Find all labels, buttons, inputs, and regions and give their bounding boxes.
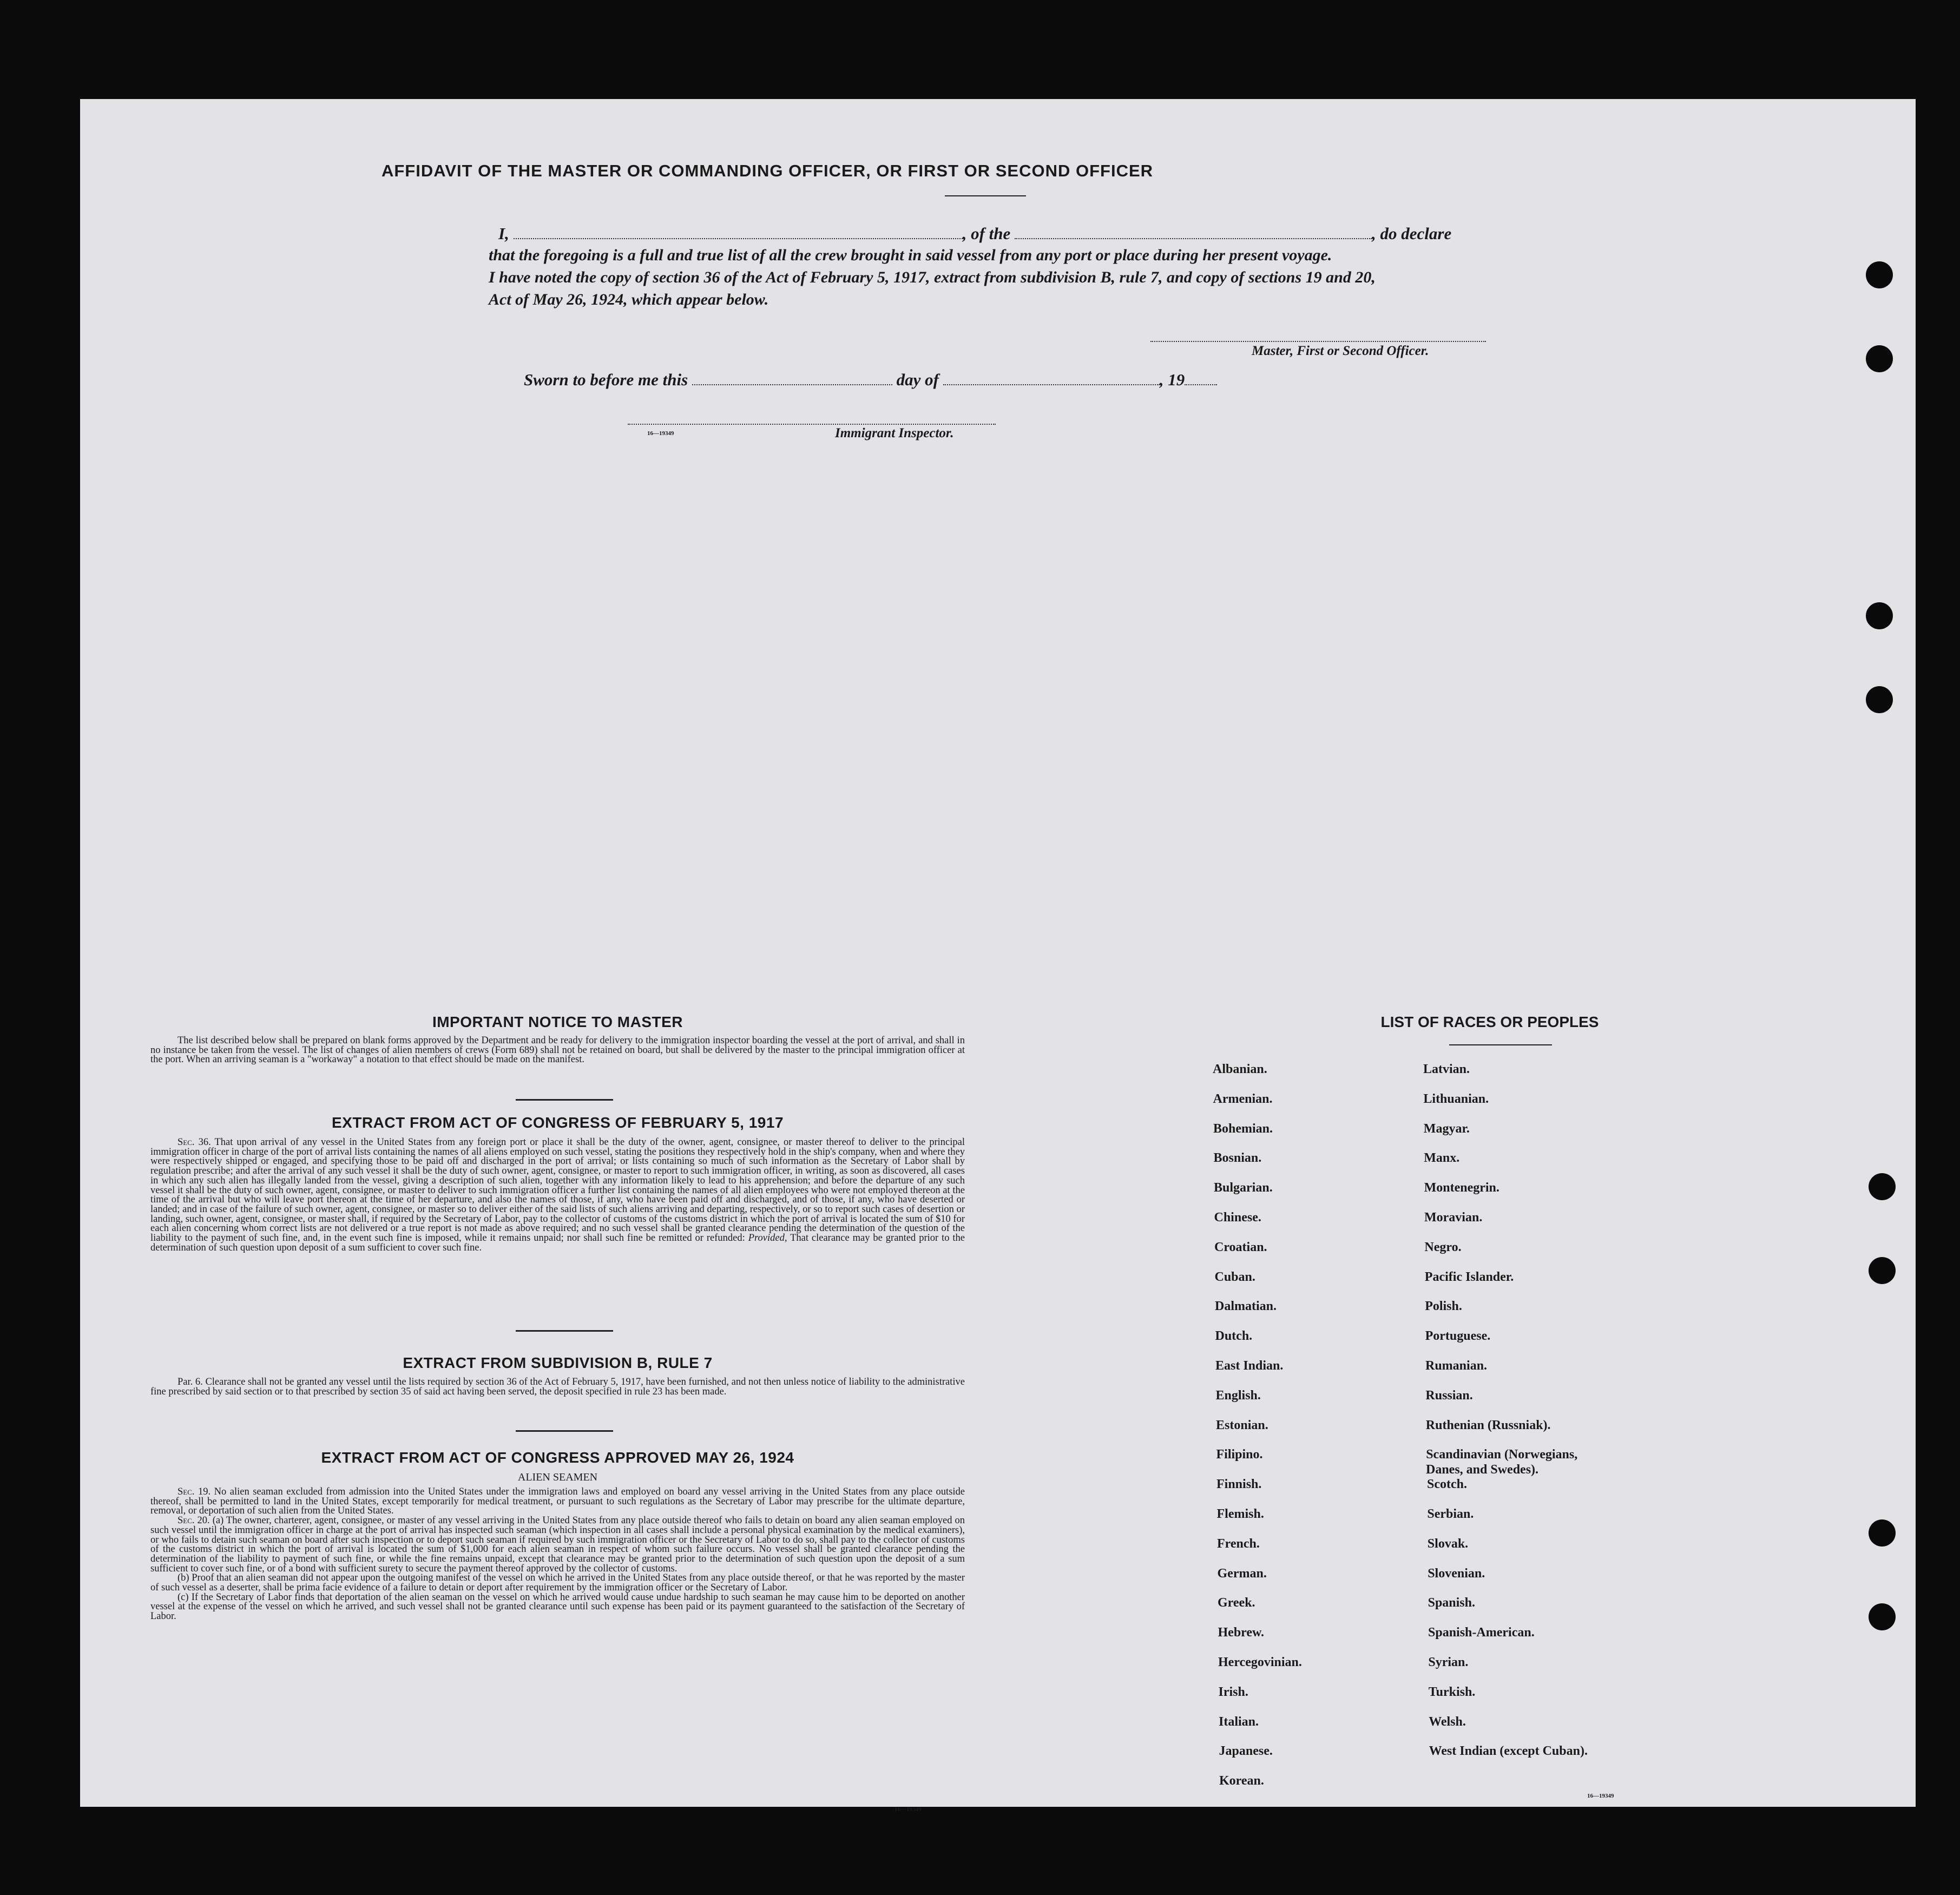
- race-item: Pacific Islander.: [1424, 1269, 1514, 1284]
- race-item: Turkish.: [1428, 1685, 1476, 1699]
- race-item: Serbian.: [1427, 1507, 1474, 1521]
- affidavit-line-4: Act of May 26, 1924, which appear below.: [489, 291, 769, 308]
- affidavit-line-1: [489, 222, 1587, 245]
- rule-7-paragraph: Par. 6. Clearance shall not be granted any vessel until the lists required by section 36 of the Act of February 5, 1917, have been furnished, and not then unless notice of liability to the administrative fine prescribed by said section or to that prescribed by section 35 of said act having been served, the deposit specified in rule 23 has been made.: [150, 1377, 965, 1397]
- sec-36-paragraph: [150, 1138, 965, 1253]
- notice-text: [150, 1036, 965, 1065]
- race-item: Polish.: [1425, 1299, 1462, 1314]
- race-item: Cuban.: [1214, 1269, 1255, 1284]
- punch-hole: [1866, 261, 1893, 288]
- extract-1924-title: EXTRACT FROM ACT OF CONGRESS APPROVED MAY 26, 1924: [321, 1449, 794, 1466]
- sworn-day-blank: [692, 383, 892, 385]
- race-item: English.: [1215, 1388, 1261, 1403]
- rule-7-title: EXTRACT FROM SUBDIVISION B, RULE 7: [403, 1354, 713, 1371]
- race-item: Lithuanian.: [1423, 1091, 1489, 1106]
- race-item: Magyar.: [1423, 1121, 1470, 1136]
- race-item: Moravian.: [1424, 1210, 1483, 1225]
- affidavit-line-3: I have noted the copy of section 36 of the Act of February 5, 1917, extract from subdivision B, rule 7, and copy of sections 19 and 20,: [489, 268, 1376, 286]
- race-item: Negro.: [1424, 1240, 1462, 1254]
- sec-20a-paragraph: [150, 1516, 965, 1574]
- race-item: Welsh.: [1429, 1714, 1466, 1729]
- race-item: Filipino.: [1216, 1447, 1263, 1462]
- sec-20c-paragraph: (c) If the Secretary of Labor finds that deportation of the alien seaman on the vessel on which he arrived would cause undue hardship to such seaman he may cause him to be deported on another vessel at the expense of the vessel on which he arrived, and such vessel shall not be granted clearance until such expense has been paid or its payment guaranteed to the satisfaction of the Secretary of Labor.: [150, 1591, 965, 1622]
- race-item: Bulgarian.: [1214, 1181, 1273, 1195]
- sworn-month-blank: [943, 383, 1160, 385]
- race-item: Hercegovinian.: [1218, 1655, 1302, 1669]
- race-item: Italian.: [1219, 1714, 1259, 1729]
- extract-1924-text: [150, 1488, 965, 1622]
- inspector-signature-line: [628, 424, 996, 425]
- name-blank: [514, 237, 963, 239]
- sec-20-label: Sec. 20.: [177, 1515, 210, 1526]
- affidavit-form-number: 16—19349: [647, 430, 674, 437]
- sworn-label: Sworn to before me this: [524, 370, 688, 389]
- sec-19-paragraph: [150, 1488, 965, 1516]
- race-item: Japanese.: [1219, 1744, 1273, 1759]
- race-item: Montenegrin.: [1424, 1181, 1499, 1195]
- rule-7-text: [150, 1378, 965, 1397]
- race-item: Syrian.: [1428, 1655, 1469, 1669]
- sec-20a-text: (a) The owner, charterer, agent, consignee, or master of any vessel arriving in the United States from any place outside thereof who fails to detain on board any alien seaman employed on such vessel until the immigration officer in charge at the port of arrival has inspected such seaman (which inspection in all cases shall include a personal physical examination by the medical examiners), or who fails to detain such seaman on board after such inspection or to deport such seaman if required by such immigration officer or the Secretary of Labor to do so, shall pay to the collector of customs of the customs district in which the port of arrival is located the sum of $1,000 for each alien seaman in respect of whom such failure occurs. No vessel shall be granted clearance pending the determination of the liability to payment of such fine, or while the fine remains unpaid, except that clearance may be granted prior to the determination of such question upon the deposit of a sum sufficient to cover such fine, or of a bond with sufficient surety to secure the payment thereof approved by the collector of customs.: [150, 1515, 965, 1574]
- race-item: Flemish.: [1216, 1507, 1264, 1521]
- race-item: French.: [1217, 1536, 1260, 1551]
- punch-hole: [1869, 1173, 1896, 1200]
- race-item: Rumanian.: [1425, 1359, 1488, 1373]
- divider: [516, 1099, 613, 1101]
- affidavit-title: AFFIDAVIT OF THE MASTER OR COMMANDING OFFICER, OR FIRST OR SECOND OFFICER: [381, 161, 1154, 180]
- declare-label: , do declare: [1372, 224, 1452, 243]
- sec-19-text: No alien seaman excluded from admission into the United States under the immigration laws and employed on board any vessel arriving in the United States from any place outside thereof, shall be permitted to land in the United States, except temporarily for medical treatment, or pursuant to such regulations as the Secretary of Labor may prescribe for the ultimate departure, removal, or deportation of such alien from the United States.: [150, 1486, 965, 1517]
- race-item: Slovak.: [1427, 1536, 1469, 1551]
- race-item: Greek.: [1218, 1596, 1255, 1610]
- sec-36-label: Sec. 36.: [177, 1137, 211, 1148]
- affidavit-i: I,: [498, 224, 509, 243]
- alien-seamen-subtitle: ALIEN SEAMEN: [517, 1471, 598, 1483]
- race-item: Spanish.: [1428, 1596, 1475, 1610]
- race-item: East Indian.: [1215, 1359, 1284, 1373]
- punch-hole: [1869, 1257, 1896, 1284]
- of-the-label: , of the: [962, 224, 1011, 243]
- race-item: Bohemian.: [1213, 1121, 1273, 1136]
- inspector-signature-label: Immigrant Inspector.: [835, 426, 954, 440]
- race-item: Korean.: [1219, 1774, 1264, 1788]
- punch-hole: [1866, 602, 1893, 629]
- notice-paragraph: The list described below shall be prepared on blank forms approved by the Department and be ready for delivery to the immigration inspector boarding the vessel at the port of arrival, and shall in no instance be taken from the vessel. The list of changes of alien members of crews (Form 689) shall not be retained on board, but shall be delivered by the master to the principal immigration officer at the port. When an arriving seaman is a "workaway" a notation to that effect should be made on the manifest.: [150, 1035, 965, 1065]
- provided-word: Provided,: [748, 1233, 787, 1244]
- sec-36-text: That upon arrival of any vessel in the United States from any foreign port or place it shall be the duty of the owner, agent, consignee, or master thereof to deliver to the principal immigration officer in charge of the port of arrival lists containing the names of all aliens employed on such vessel, stating the positions they respectively hold in the ship's company, when and where they were respectively shipped or engaged, and specifying those to be paid off and discharged in the port of arrival; or lists containing so much of such information as the Secretary of Labor shall by regulation prescribe; and after the arrival of any such vessel it shall be the duty of such owner, agent, consignee, or master to report to such immigration officer, in writing, as soon as discovered, all cases in which any such alien has illegally landed from the vessel, giving a description of such alien, together with any information likely to lead to his apprehension; and before the departure of any such vessel it shall be the duty of such owner, agent, consignee, or master to deliver to such immigration officer a further list containing the names of all alien employees who were not employed thereon at the time of the arrival but who will leave port thereon at the time of her departure, and also the names of those, if any, who have been paid off and discharged, and of those, if any, who have deserted or landed; and in case of the failure of such owner, agent, consignee, or master so to deliver either of the said lists of such aliens arriving and departing, respectively, or so to report such cases of desertion or landing, such owner, agent, consignee, or master shall, if required by the Secretary of Labor, pay to the collector of customs of the customs district in which the port of arrival is located the sum of $10 for each alien concerning whom correct lists are not delivered or a true report is not made as above required; and no such vessel shall be granted clearance pending the determination of the question of the liability to the payment of such fine, and, in the event such fine is imposed, while it remains unpaid; nor shall such fine be remitted or refunded:: [150, 1137, 965, 1244]
- punch-hole: [1869, 1519, 1896, 1547]
- punch-hole: [1869, 1603, 1896, 1630]
- race-item: Manx.: [1424, 1151, 1460, 1166]
- vessel-blank: [1015, 237, 1372, 239]
- race-item: Dalmatian.: [1215, 1299, 1277, 1314]
- divider: [516, 1330, 613, 1332]
- sec-19-label: Sec. 19.: [177, 1486, 211, 1497]
- race-item: Ruthenian (Russniak).: [1425, 1418, 1551, 1432]
- race-item: Dutch.: [1215, 1329, 1253, 1344]
- race-item: Irish.: [1218, 1685, 1248, 1699]
- race-item: Portuguese.: [1425, 1329, 1491, 1344]
- race-item: Estonian.: [1216, 1418, 1268, 1432]
- master-signature-line: [1150, 341, 1486, 342]
- race-item: Armenian.: [1213, 1091, 1273, 1106]
- affidavit-line-2: that the foregoing is a full and true list of all the crew brought in said vessel from any port or place during her present voyage.: [489, 246, 1332, 264]
- extract-1917-text: [150, 1138, 965, 1253]
- race-item: Scotch.: [1427, 1477, 1467, 1492]
- divider: [945, 195, 1026, 196]
- master-signature-label: Master, First or Second Officer.: [1252, 344, 1429, 358]
- sec-36-text-end: That clearance may be granted prior to the determination of such question upon deposit of a sum sufficient to cover such fine.: [150, 1233, 965, 1253]
- race-item: Chinese.: [1214, 1210, 1261, 1225]
- race-item: Spanish-American.: [1428, 1626, 1535, 1640]
- race-item: Croatian.: [1214, 1240, 1267, 1254]
- year-blank: [1185, 383, 1217, 385]
- extract-form-number: 16—19349: [895, 1806, 922, 1813]
- race-item: Latvian.: [1423, 1062, 1470, 1076]
- race-item: Russian.: [1425, 1388, 1473, 1403]
- extract-1917-title: EXTRACT FROM ACT OF CONGRESS OF FEBRUARY 5, 1917: [331, 1114, 784, 1131]
- races-form-number: 16—19349: [1587, 1793, 1614, 1799]
- race-item: Finnish.: [1216, 1477, 1262, 1492]
- race-item: Hebrew.: [1218, 1626, 1265, 1640]
- race-item: West Indian (except Cuban).: [1429, 1744, 1588, 1759]
- sworn-line: [524, 369, 1390, 391]
- day-of-label: day of: [896, 370, 939, 389]
- race-item: Slovenian.: [1428, 1566, 1485, 1581]
- divider: [516, 1430, 613, 1432]
- year-label: , 19: [1159, 370, 1185, 389]
- document-sheet: [80, 99, 1916, 1813]
- punch-hole: [1866, 686, 1893, 713]
- races-title: LIST OF RACES OR PEOPLES: [1380, 1014, 1599, 1030]
- race-item: Bosnian.: [1213, 1151, 1262, 1166]
- race-item: Albanian.: [1213, 1062, 1267, 1076]
- sec-20b-paragraph: (b) Proof that an alien seaman did not appear upon the outgoing manifest of the vessel on which he arrived in the United States from any place outside thereof, or that he was reported by the master of such vessel as a deserter, shall be prima facie evidence of a failure to detain or deport after requirement by the immigration officer or the Secretary of Labor.: [150, 1572, 965, 1594]
- race-item: Scandinavian (Norwegians,: [1426, 1447, 1578, 1462]
- divider: [1449, 1044, 1552, 1045]
- race-item: German.: [1217, 1566, 1267, 1581]
- notice-title: IMPORTANT NOTICE TO MASTER: [432, 1014, 683, 1030]
- race-item: Danes, and Swedes).: [1426, 1463, 1539, 1477]
- punch-hole: [1866, 345, 1893, 372]
